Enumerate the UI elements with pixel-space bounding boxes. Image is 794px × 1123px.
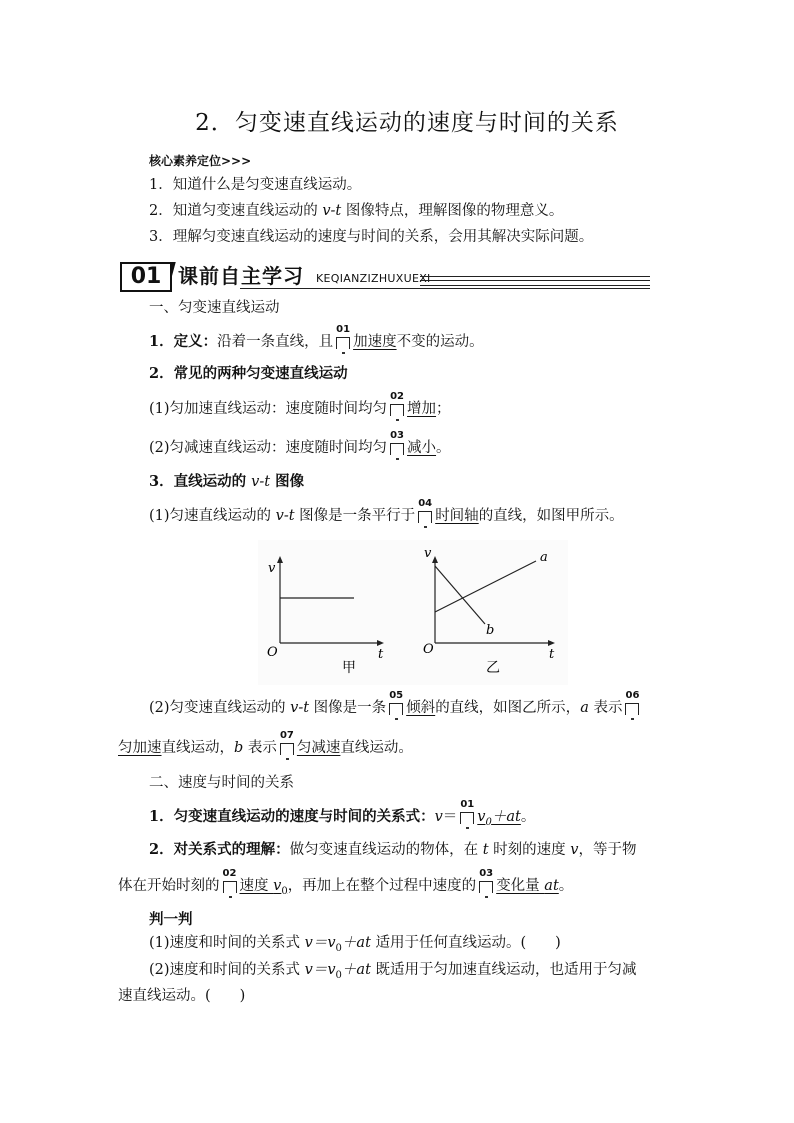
section2-heading: 二、速度与时间的关系: [149, 775, 294, 791]
answer-badge: 02: [222, 875, 238, 893]
answer-badge: 03: [478, 875, 494, 893]
text: (2)匀减速直线运动：速度随时间均匀: [149, 440, 388, 456]
title-text: 匀变速直线运动的速度与时间的关系: [234, 110, 619, 136]
v-axis-label: v: [268, 561, 276, 576]
text: ；: [436, 401, 451, 417]
acceleration-line: [149, 391, 451, 419]
answer-badge: 06: [624, 697, 640, 715]
judge-question-2: (2)速度和时间的关系式 $v=v_0+at$ 既适用于匀加速直线运动，也适用于匀减: [149, 962, 637, 981]
answer-badge: 05: [388, 697, 404, 715]
answer-badge: 01: [459, 806, 475, 824]
answer-text: 减小: [407, 440, 437, 456]
figure-background: [258, 540, 568, 685]
judge-label: 判一判: [149, 911, 193, 928]
uniformly-varied-line-1: (2)匀变速直线运动的 v-t 图像是一条 05 倾斜的直线，如图乙所示，a 表示 06: [149, 697, 642, 718]
understand-line-2: 体在开始时刻的 02 速度 $v_0$，再加上在整个过程中速度的 03 变化量 at。: [118, 868, 574, 897]
answer-text: 匀减速: [296, 740, 341, 756]
answer-badge: 01: [335, 331, 351, 349]
judge-question-1: (1)速度和时间的关系式 $v=v_0+at$ 适用于任何直线运动。( ): [149, 935, 561, 954]
answer-badge: 04: [417, 505, 433, 523]
origin-label: O: [423, 642, 434, 657]
graph-label: 3．直线运动的 v-t 图像: [149, 473, 305, 490]
banner-underline: [240, 288, 650, 289]
banner-title: 课前自主学习: [178, 264, 304, 288]
section-banner: [120, 259, 650, 291]
t-axis-label: t: [549, 647, 555, 662]
item-number: 1．: [149, 177, 173, 193]
vt-figure: [258, 540, 568, 685]
answer-badge: 02: [389, 398, 405, 416]
core-item-3: [149, 227, 593, 247]
types-label: 2．常见的两种匀变速直线运动: [149, 365, 348, 382]
item-text: 知道匀变速直线运动的: [172, 203, 323, 219]
line-a-label: a: [540, 550, 548, 565]
banner-pinyin: KEQIANZIZHUXUEXI: [316, 272, 431, 285]
formula-answer: $v_0+at$: [477, 809, 521, 828]
judge-question-2-cont: 速直线运动。( ): [118, 988, 246, 1004]
answer-badge: 07: [279, 737, 295, 755]
answer-badge: 03: [389, 437, 405, 455]
text: 不变的运动。: [396, 334, 484, 350]
origin-label: O: [267, 645, 278, 660]
core-label: 核心素养定位>>>: [149, 154, 252, 168]
uniform-motion-line: (1)匀速直线运动的 v-t 图像是一条平行于 04 时间轴的直线，如图甲所示。: [149, 505, 624, 526]
answer-text: 倾斜: [406, 700, 436, 716]
page-title: [0, 104, 794, 137]
item-number: 2．: [149, 203, 173, 219]
vt-symbol: v-t: [322, 203, 342, 219]
banner-number: 01: [120, 262, 172, 292]
section1-heading: 一、匀变速直线运动: [149, 300, 280, 316]
text: (1)匀加速直线运动：速度随时间均匀: [149, 401, 388, 417]
core-item-1: [149, 175, 361, 195]
answer-text: 加速度: [353, 334, 397, 350]
caption-yi: 乙: [486, 660, 500, 676]
title-prefix: 2．: [195, 110, 235, 136]
banner-rules: [420, 276, 650, 286]
item-text: 图像特点，理解图像的物理意义。: [341, 203, 564, 219]
text: 。: [436, 440, 451, 456]
uniformly-varied-line-2: 匀加速直线运动，b 表示 07 匀减速直线运动。: [118, 737, 413, 758]
answer-text: 时间轴: [435, 508, 479, 524]
answer-text: 变化量 at: [496, 878, 559, 894]
v-axis-label: v: [424, 546, 432, 561]
definition-line: [149, 324, 484, 352]
item-text: 知道什么是匀变速直线运动。: [172, 177, 362, 193]
text: 沿着一条直线，且: [217, 334, 334, 350]
t-axis-label: t: [378, 647, 384, 662]
caption-jia: 甲: [342, 660, 356, 676]
answer-text: 匀加速: [118, 740, 162, 756]
deceleration-line: [149, 430, 451, 458]
answer-text: 速度 $v_0$: [239, 878, 288, 897]
item-number: 3．: [149, 229, 173, 245]
answer-text: 增加: [407, 401, 437, 417]
formula-line: 1．匀变速直线运动的速度与时间的关系式：v＝ 01 $v_0+at$。: [149, 799, 536, 828]
understand-line-1: 2．对关系式的理解：做匀变速直线运动的物体，在 t 时刻的速度 v，等于物: [149, 841, 637, 858]
definition-label: 1．定义：: [149, 333, 218, 350]
core-item-2: [149, 201, 563, 221]
item-text: 理解匀变速直线运动的速度与时间的关系，会用其解决实际问题。: [172, 229, 594, 245]
line-b-label: b: [486, 623, 495, 638]
